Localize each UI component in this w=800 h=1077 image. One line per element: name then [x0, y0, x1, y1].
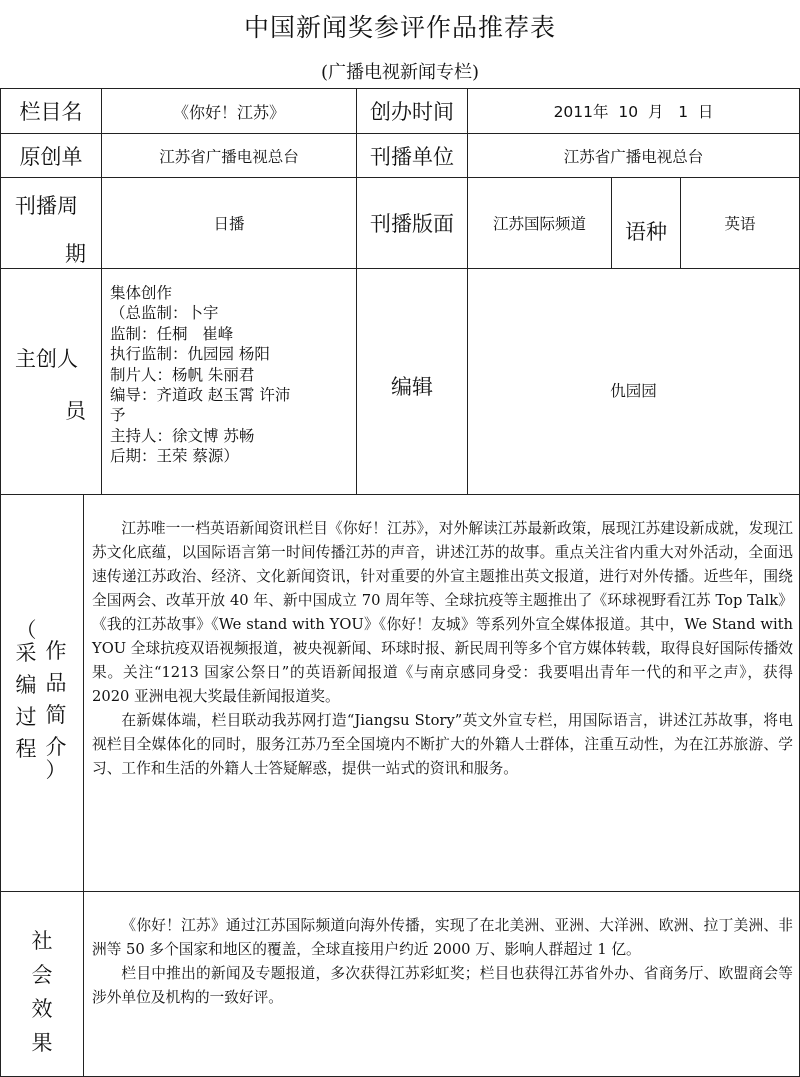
editor-label-text: 编辑: [391, 375, 433, 399]
process-label-col-right: [41, 635, 71, 782]
process-label-char: 品: [45, 671, 67, 695]
period-label-line2: 期: [65, 242, 86, 266]
creator-value: [101, 133, 357, 178]
effect-label-char: 会: [31, 963, 53, 987]
period-value-text: 日播: [213, 215, 245, 233]
column-name-label: [0, 88, 102, 134]
authors-line: 后期：王荣 蔡源）: [110, 447, 239, 466]
channel-value-text: 江苏国际频道: [492, 215, 586, 233]
authors-label: [0, 268, 102, 495]
process-label-char: 编: [15, 673, 37, 697]
authors-list: [101, 268, 357, 495]
authors-line: （总监制：卜宇: [110, 304, 219, 323]
creator-label: [0, 133, 102, 178]
process-label-char: 过: [15, 705, 37, 729]
column-name-value: [101, 88, 357, 134]
broadcaster-label: [356, 133, 468, 178]
editor-label: [356, 268, 468, 495]
effect-label-char: 效: [31, 997, 53, 1021]
process-paragraph: 在新媒体端，栏目联动我苏网打造“Jiangsu Story”英文外宣专栏，用国际语言，讲述江苏故事，将电视栏目全媒体化的同时，服务江苏乃至全国境内不断扩大的外籍人士群体，注重互动性，为在江苏旅游、学习、工作和生活的外籍人士答疑解惑，提供一站式的资讯和服务。: [92, 712, 793, 777]
process-label-char: （: [15, 618, 37, 642]
broadcaster-label-text: 刊播单位: [370, 144, 454, 169]
editor-value: [467, 268, 800, 495]
effect-label: [0, 891, 84, 1077]
start-date-label: [356, 88, 468, 134]
process-label: [0, 494, 84, 892]
authors-line: 制片人：杨帆 朱丽君: [110, 365, 255, 384]
effect-paragraph: 栏目中推出的新闻及专题报道，多次获得江苏彩虹奖；栏目也获得江苏省外办、省商务厅、欧盟商会等涉外单位及机构的一致好评。: [92, 965, 793, 1006]
authors-line: 编导：齐道政 赵玉霄 许沛: [110, 386, 291, 405]
editor-value-text: 仇园园: [610, 382, 657, 400]
process-label-char: ）: [45, 758, 67, 782]
start-date-value: [467, 88, 800, 134]
broadcaster-value: [467, 133, 800, 178]
language-label-text: 语种: [625, 220, 667, 244]
process-label-char: 介: [45, 735, 67, 759]
effect-paragraph: 《你好！江苏》通过江苏国际频道向海外传播，实现了在北美洲、亚洲、大洋洲、欧洲、拉丁美洲、非洲等 50 多个国家和地区的覆盖，全球直接用户约近 2000 万、影响人群超过 1 亿。: [92, 917, 793, 958]
language-value: [680, 177, 800, 269]
start-date-value-text: 2011年 10 月 1 日: [553, 103, 714, 121]
channel-label-text: 刊播版面: [370, 212, 454, 236]
process-paragraph: 江苏唯一一档英语新闻资讯栏目《你好！江苏》，对外解读江苏最新政策，展现江苏建设新成就，发现江苏文化底蕴，以国际语言第一时间传播江苏的声音，讲述江苏的故事。重点关注省内重大对外活动，全面迅速传递江苏政治、经济、文化新闻资讯，针对重要的外宣主题推出英文报道，进行对外传播。近些年，围绕全国两会、改革开放 40 年、新中国成立 70 周年等、全球抗疫等主题推出了《环球视野看江苏 Top Talk》《我的江苏故事》《We stand with YOU》《你好！友城》等系列外宣全媒体报道。其中，We Stand with YOU 全球抗疫双语视频报道，被央视新闻、环球时报、新民周刊等多个官方媒体转载，取得良好国际传播效果。关注“1213 国家公祭日”的英语新闻报道《与南京感同身受：我要唱出青年一代的和平之声》，获得 2020 亚洲电视大奖最佳新闻报道奖。: [92, 520, 793, 705]
authors-line: 监制：任桐 崔峰: [110, 324, 234, 343]
column-name-label-text: 栏目名: [19, 100, 83, 124]
channel-value: [467, 177, 612, 269]
effect-label-char: 社: [31, 929, 53, 953]
column-name-value-text: 《你好！江苏》: [172, 102, 285, 122]
process-content: [83, 494, 800, 892]
process-label-col-left: [11, 618, 41, 765]
authors-line: 执行监制：仇园园 杨阳: [110, 345, 270, 364]
form-title: 中国新闻奖参评作品推荐表: [243, 13, 556, 42]
authors-label-line1: 主创人: [15, 347, 78, 371]
start-date-label-text: 创办时间: [370, 100, 454, 124]
period-label: [0, 177, 102, 269]
creator-value-text: 江苏省广播电视总台: [159, 147, 299, 166]
effect-content: [83, 891, 800, 1077]
broadcaster-value-text: 江苏省广播电视总台: [563, 147, 704, 166]
process-label-char: 采: [15, 641, 37, 665]
process-label-char: 作: [45, 639, 67, 663]
process-label-char: 程: [15, 737, 37, 761]
language-value-text: 英语: [724, 215, 756, 233]
effect-label-col: [27, 924, 57, 1060]
authors-line: 予: [110, 406, 126, 425]
creator-label-text: 原创单: [19, 144, 83, 169]
period-label-line1: 刊播周: [15, 194, 78, 218]
channel-label: [356, 177, 468, 269]
effect-label-char: 果: [31, 1031, 53, 1055]
authors-line: 主持人：徐文博 苏畅: [110, 426, 255, 445]
period-value: [101, 177, 357, 269]
authors-label-line2: 员: [65, 399, 86, 423]
form-subtitle: (广播电视新闻专栏): [320, 62, 480, 83]
authors-line: 集体创作: [110, 284, 173, 302]
language-label: [611, 177, 681, 269]
process-label-char: 简: [45, 703, 67, 727]
